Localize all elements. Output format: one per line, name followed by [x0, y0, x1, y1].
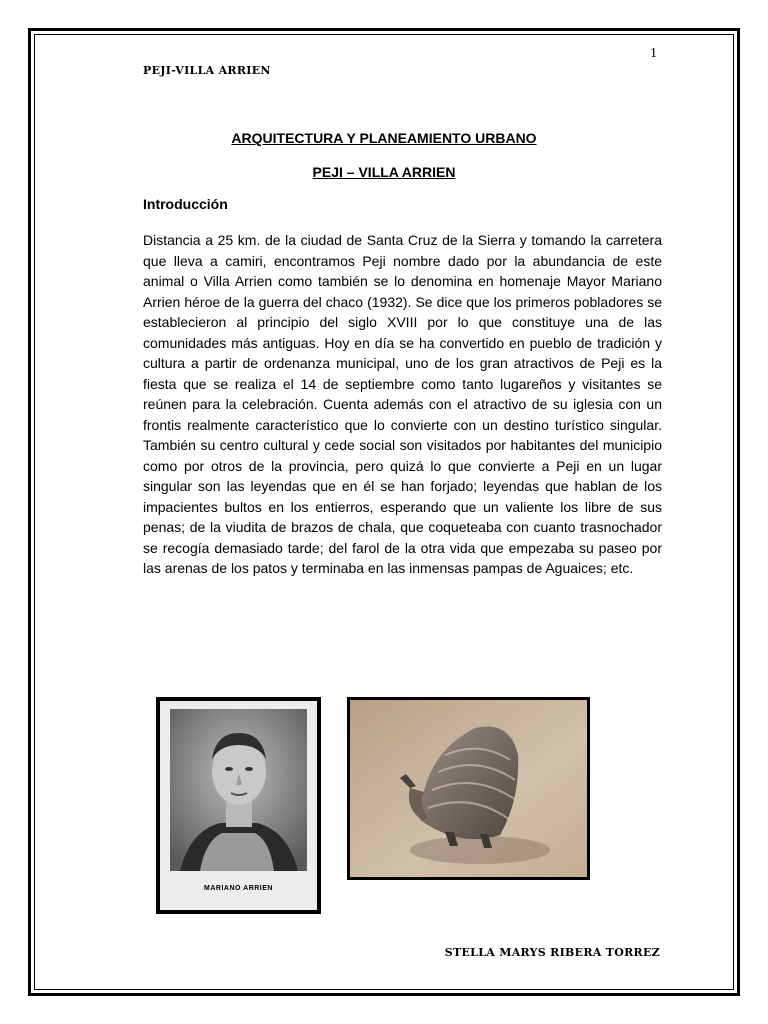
page-number: 1 [650, 46, 657, 61]
portrait-image [160, 701, 317, 910]
armadillo-image [350, 700, 587, 877]
portrait-caption: MARIANO ARRIEN [204, 885, 273, 892]
document-subtitle: PEJI – VILLA ARRIEN [312, 164, 456, 180]
section-heading: Introducción [143, 196, 228, 212]
running-header: PEJI-VILLA ARRIEN [143, 64, 271, 77]
document-title: ARQUITECTURA Y PLANEAMIENTO URBANO [231, 130, 537, 146]
armadillo-photo [347, 697, 590, 880]
portrait-photo [156, 697, 321, 914]
running-footer: STELLA MARYS RIBERA TORREZ [444, 946, 660, 959]
body-paragraph: Distancia a 25 km. de la ciudad de Santa Cruz de la Sierra y tomando la carretera que lleva a camiri, encontramos Peji nombre dado por la abundancia de este animal o Villa Arrien como también se lo denomina en homenaje Mayor Mariano Arrien héroe de la guerra del chaco (1932). Se dice que los primeros pobladores se establecieron al principio del siglo XVIII por lo que constituye una de las comunidades más antiguas. Hoy en día se ha convertido en pueblo de tradición y cultura a partir de ordenanza municipal, uno de los gran atractivos de Peji es la fiesta que se realiza el 14 de septiembre como tanto lugareños y visitantes se reúnen para la celebración. Cuenta además con el atractivo de su iglesia con un frontis realmente característico que lo convierte con un destino turístico singular. También su centro cultural y cede social son visitados por habitantes del municipio como por otros de la provincia, pero quizá lo que convierte a Peji en un lugar singular son las leyendas que en él se han forjado; leyendas que hablan de los impacientes bultos en los entierros, esperando que un valiente los libre de sus penas; de la viudita de brazos de chala, que coqueteaba con cuanto trasnochador se recogía demasiado tarde; del farol de la otra vida que empezaba su paseo por las arenas de los patos y terminaba en las inmensas pampas de Aguaices; etc. [143, 232, 662, 576]
